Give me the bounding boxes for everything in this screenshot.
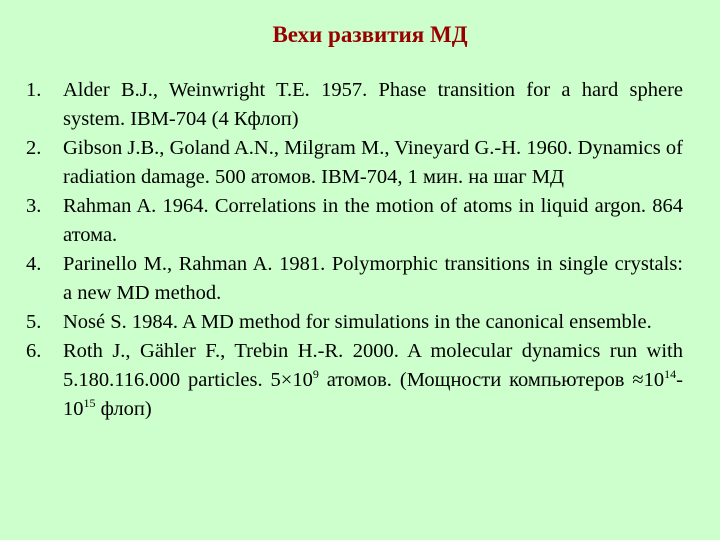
reference-number: 3. [26, 195, 42, 217]
reference-text: Gibson J.B., Goland A.N., Milgram M., Vineyard G.-H. 1960. Dynamics of radiation damage. 500 атомов. IBM-704, 1 мин. на шаг МД [63, 137, 683, 188]
reference-number: 4. [26, 253, 42, 275]
reference-text-part: флоп) [95, 398, 152, 420]
superscript-exponent: 14 [664, 367, 677, 381]
reference-text-part: -10 [63, 369, 683, 420]
reference-text: Rahman A. 1964. Correlations in the motion of atoms in liquid argon. 864 атома. [63, 195, 683, 246]
reference-item-5 [26, 308, 683, 337]
reference-number: 1. [26, 79, 42, 101]
reference-number: 6. [26, 340, 42, 362]
reference-item-6 [26, 337, 683, 424]
reference-item-1 [26, 76, 683, 134]
reference-list [26, 76, 683, 424]
reference-item-2 [26, 134, 683, 192]
reference-item-3 [26, 192, 683, 250]
reference-number: 5. [26, 311, 42, 333]
reference-text: Nosé S. 1984. A MD method for simulations in the canonical ensemble. [63, 311, 652, 333]
reference-number: 2. [26, 137, 42, 159]
reference-text-part: атомов. (Мощности компьютеров ≈10 [318, 369, 665, 391]
reference-text: Alder B.J., Weinwright T.E. 1957. Phase transition for a hard sphere system. IBM-704 (4 Кфлоп) [63, 79, 683, 130]
reference-text: Parinello M., Rahman A. 1981. Polymorphic transitions in single crystals: a new MD method. [63, 253, 683, 304]
slide-title: Вехи развития МД [272, 22, 468, 47]
reference-item-4 [26, 250, 683, 308]
superscript-exponent: 15 [83, 396, 96, 410]
reference-text-part: Roth J., Gähler F., Trebin H.-R. 2000. A molecular dynamics run with 5.180.116.000 particles. 5×10 [63, 340, 683, 391]
reference-text [63, 340, 683, 420]
superscript-exponent: 9 [312, 367, 319, 381]
